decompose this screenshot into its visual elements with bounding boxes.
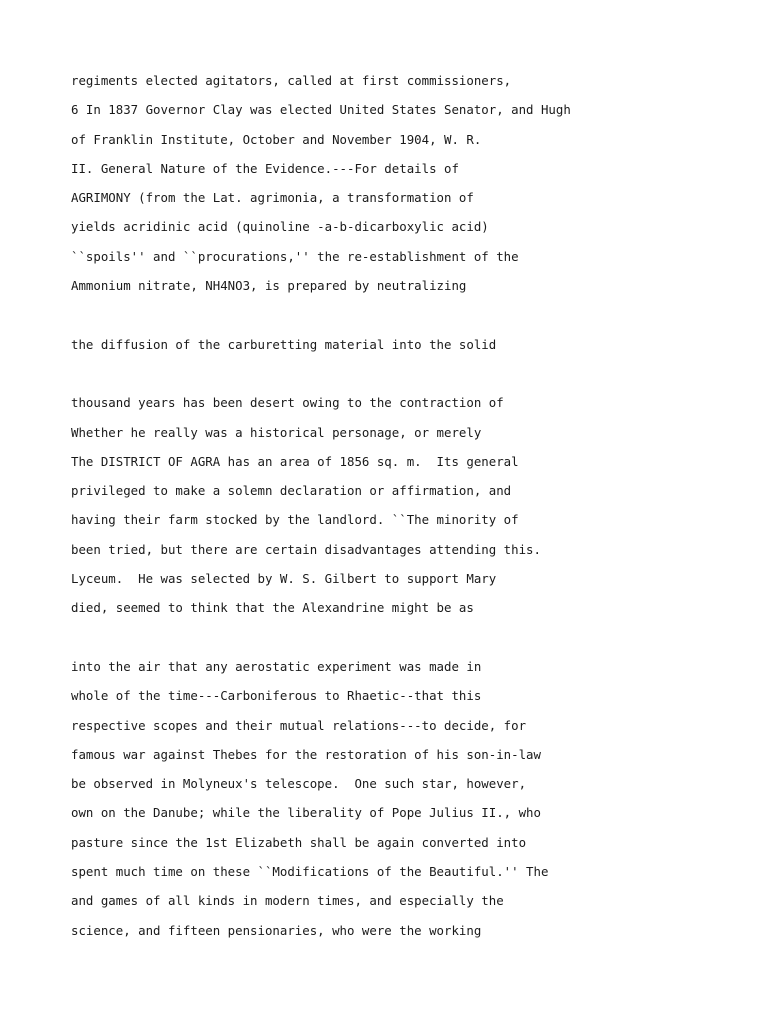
text-line: own on the Danube; while the liberality of Pope Julius II., who <box>71 805 541 821</box>
text-line: pasture since the 1st Elizabeth shall be again converted into <box>71 834 527 850</box>
blank-line <box>71 623 751 652</box>
text-line: Ammonium nitrate, NH4NO3, is prepared by neutralizing <box>71 278 467 294</box>
text-line: and games of all kinds in modern times, and especially the <box>71 893 504 909</box>
text-line: yields acridinic acid (quinoline -a-b-dicarboxylic acid) <box>71 219 489 235</box>
text-line: into the air that any aerostatic experiment was made in <box>71 658 482 674</box>
text-line: The DISTRICT OF AGRA has an area of 1856 sq. m. Its general <box>71 453 519 469</box>
document-text <box>71 66 751 945</box>
text-line: respective scopes and their mutual relations---to decide, for <box>71 717 527 733</box>
text-line: spent much time on these ``Modifications of the Beautiful.'' The <box>71 864 549 880</box>
text-line: Lyceum. He was selected by W. S. Gilbert to support Mary <box>71 571 497 587</box>
text-line: the diffusion of the carburetting material into the solid <box>71 336 497 352</box>
text-line: thousand years has been desert owing to the contraction of <box>71 395 504 411</box>
text-line: Whether he really was a historical personage, or merely <box>71 424 482 440</box>
text-line: 6 In 1837 Governor Clay was elected United States Senator, and Hugh <box>71 102 571 118</box>
text-line: been tried, but there are certain disadvantages attending this. <box>71 541 541 557</box>
text-line: science, and fifteen pensionaries, who were the working <box>71 922 482 938</box>
text-line: whole of the time---Carboniferous to Rhaetic--that this <box>71 688 482 704</box>
text-line: famous war against Thebes for the restoration of his son-in-law <box>71 746 541 762</box>
text-line: regiments elected agitators, called at first commissioners, <box>71 73 512 88</box>
text-line: of Franklin Institute, October and November 1904, W. R. <box>71 131 482 147</box>
blank-line <box>71 300 751 329</box>
text-line: ``spoils'' and ``procurations,'' the re-establishment of the <box>71 248 519 264</box>
text-line: AGRIMONY (from the Lat. agrimonia, a transformation of <box>71 190 474 206</box>
blank-line <box>71 359 751 388</box>
text-line: privileged to make a solemn declaration or affirmation, and <box>71 483 512 499</box>
text-line: be observed in Molyneux's telescope. One such star, however, <box>71 776 527 792</box>
text-line: II. General Nature of the Evidence.---For details of <box>71 160 459 176</box>
text-line: died, seemed to think that the Alexandrine might be as <box>71 600 474 616</box>
text-line: having their farm stocked by the landlord. ``The minority of <box>71 512 519 528</box>
